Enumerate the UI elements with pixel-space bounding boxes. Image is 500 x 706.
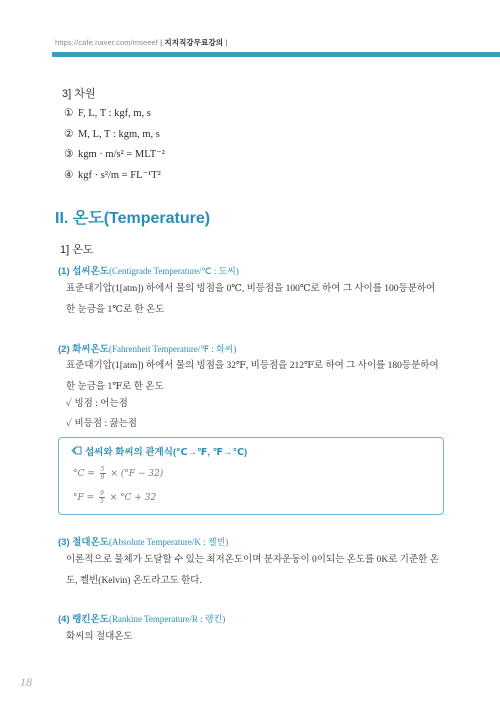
section-title: II. 온도(Temperature) [55, 210, 211, 227]
item-mark: ④ [64, 170, 74, 181]
page-number: 18 [20, 675, 32, 689]
item-text: M, L, T : kgm, m, s [78, 129, 160, 140]
item-text: kgf · s²/m = FL⁻¹T² [78, 170, 161, 181]
fraction [100, 466, 106, 481]
formula-left: °C = [73, 469, 95, 479]
item-text: kgm · m/s² = MLT⁻² [78, 149, 165, 160]
formula-f-to-c [73, 490, 156, 505]
fraction-num: 5 [100, 466, 105, 473]
formula-c-to-f [73, 466, 163, 481]
fahrenheit-body: 표준대기압(1[atm]) 하에서 물의 빙점을 32℉, 비등점을 212℉로 하여 그 사이를 180등분하여 한 눈금을 1℉로 한 온도 [66, 361, 439, 392]
relation-box [58, 437, 444, 515]
fraction [99, 490, 105, 505]
rankine-body: 화씨의 절대온도 [66, 632, 133, 642]
rankine-head-text: (4) 랭킨온도 [58, 614, 109, 625]
item-mark: ② [64, 129, 74, 140]
fahrenheit-eng: (Fahrenheit Temperature/℉ : 화씨) [108, 344, 237, 354]
absolute-eng: (Absolute Temperature/K : 켈빈) [108, 537, 229, 547]
relation-title-text: 섭씨와 화씨의 관계식(℃→℉, ℉→℃) [85, 447, 248, 458]
celsius-head-text: (1) 섭씨온도 [58, 266, 109, 277]
header-bar [52, 52, 500, 57]
absolute-head-text: (3) 절대온도 [58, 537, 109, 548]
item-mark: ① [64, 108, 74, 119]
formula-right: × °C + 32 [109, 493, 157, 503]
dimension-item [64, 107, 151, 119]
check-freezing: ✓ 빙점 : 어는점 [66, 399, 128, 409]
header-separator-end: | [225, 38, 228, 47]
dimension-item [64, 128, 160, 140]
celsius-body: 표준대기압(1[atm]) 하에서 물의 빙점을 0℃, 비등점을 100℃로 하여 그 사이를 100등분하여 한 눈금을 1℃로 한 온도 [66, 284, 436, 315]
celsius-eng: (Centigrade Temperature/℃ : 도씨) [108, 266, 239, 276]
absolute-body: 이론적으로 물체가 도달할 수 있는 최저온도이며 분자운동이 0이되는 온도를 0K로 기준한 온도, 켈빈(Kelvin) 온도라고도 한다. [66, 555, 439, 586]
fraction-den: 9 [100, 474, 105, 481]
fahrenheit-head-text: (2) 화씨온도 [58, 344, 109, 355]
fraction-num: 9 [100, 490, 104, 497]
formula-left: °F = [73, 493, 95, 503]
page-header [55, 37, 227, 48]
relation-title [71, 444, 247, 458]
item-text: F, L, T : kgf, m, s [78, 108, 151, 119]
rankine-eng: (Rankine Temperature/R : 랭킨) [108, 614, 226, 624]
header-separator: | [160, 38, 165, 47]
absolute-heading [58, 534, 228, 548]
rankine-heading [58, 611, 225, 625]
formula-right: × (°F − 32) [110, 469, 164, 479]
item-mark: ③ [64, 149, 74, 160]
header-url: https://cafe.naver.com/mseeef [55, 38, 158, 47]
pushpin-icon [71, 446, 85, 458]
celsius-heading [58, 263, 239, 277]
fraction-den: 5 [100, 498, 104, 505]
dimension-item [64, 169, 161, 181]
header-brand: 지지직강무료강의 [164, 38, 224, 47]
section-subtitle: 1] 온도 [60, 244, 94, 256]
fahrenheit-heading [58, 341, 236, 355]
check-boiling: ✓ 비등점 : 끓는점 [66, 419, 137, 429]
dimensions-heading: 3] 차원 [62, 88, 96, 100]
dimension-item [64, 148, 165, 160]
